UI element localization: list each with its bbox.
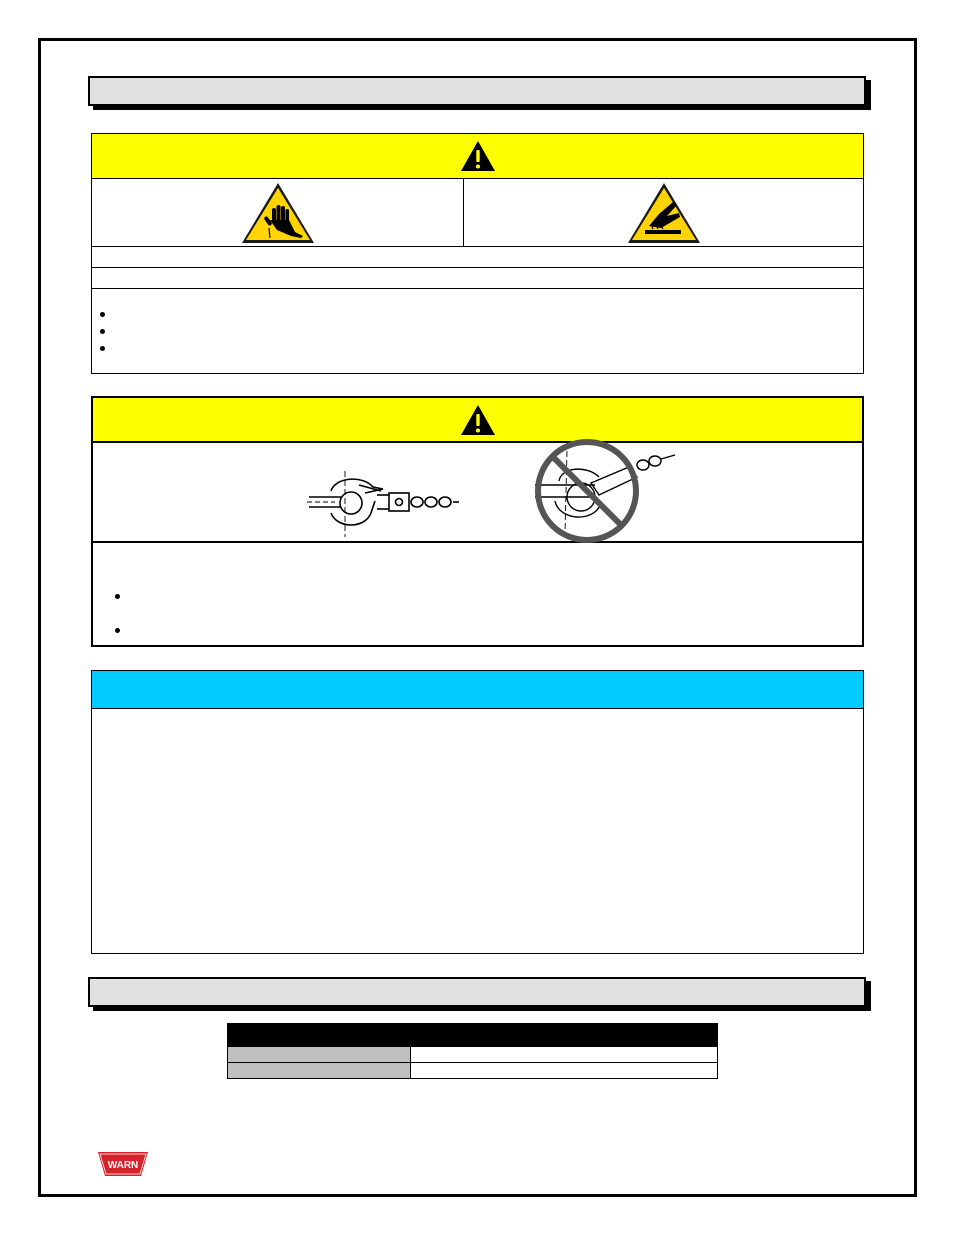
- spec-value: [411, 1063, 718, 1079]
- caution-panel-1: [91, 133, 864, 374]
- spec-table: [227, 1023, 718, 1079]
- caution-1-bullet-3: [92, 341, 863, 358]
- notice-header: [92, 671, 863, 709]
- warning-triangle-icon: [459, 139, 497, 173]
- notice-panel: [91, 670, 864, 954]
- section-header-1: [88, 76, 866, 106]
- hazard-symbols-row: [92, 179, 863, 247]
- hand-crush-hazard-icon: [239, 180, 317, 246]
- warning-triangle-icon: [459, 403, 497, 437]
- notice-body: [92, 709, 863, 733]
- caution-header-2: [93, 398, 862, 443]
- caution-2-intro: [93, 553, 862, 583]
- table-row: [228, 1047, 718, 1063]
- warn-logo: [97, 1150, 149, 1178]
- caution-1-bullet-list: [92, 307, 863, 358]
- hazard-cell-left: [92, 179, 464, 246]
- caution-header-1: [92, 134, 863, 179]
- section-header-2: [88, 977, 866, 1007]
- hook-latch-prohibited-diagram: [525, 437, 685, 545]
- caution-panel-2: [91, 396, 864, 647]
- caution-1-line-2: [92, 268, 863, 289]
- logo-text: WARN: [107, 1160, 139, 1171]
- hot-surface-hazard-icon: [625, 180, 703, 246]
- spec-label: [228, 1063, 411, 1079]
- spec-label: [228, 1047, 411, 1063]
- caution-1-bullets: [92, 289, 863, 373]
- caution-1-bullet-1: [92, 307, 863, 324]
- hazard-cell-right: [464, 179, 863, 246]
- caution-1-bullet-2: [92, 324, 863, 341]
- caution-2-text: [93, 543, 862, 637]
- spec-value: [411, 1047, 718, 1063]
- caution-2-bullet-1: [93, 583, 862, 617]
- caution-1-line-1: [92, 247, 863, 268]
- caution-2-bullet-list: [93, 583, 862, 637]
- spec-table-header: [228, 1024, 718, 1047]
- hook-diagrams-row: [93, 443, 862, 543]
- hook-latch-closed-diagram: [305, 463, 461, 539]
- spec-table-header-row: [228, 1024, 718, 1047]
- caution-2-bullet-2: [93, 617, 862, 637]
- table-row: [228, 1063, 718, 1079]
